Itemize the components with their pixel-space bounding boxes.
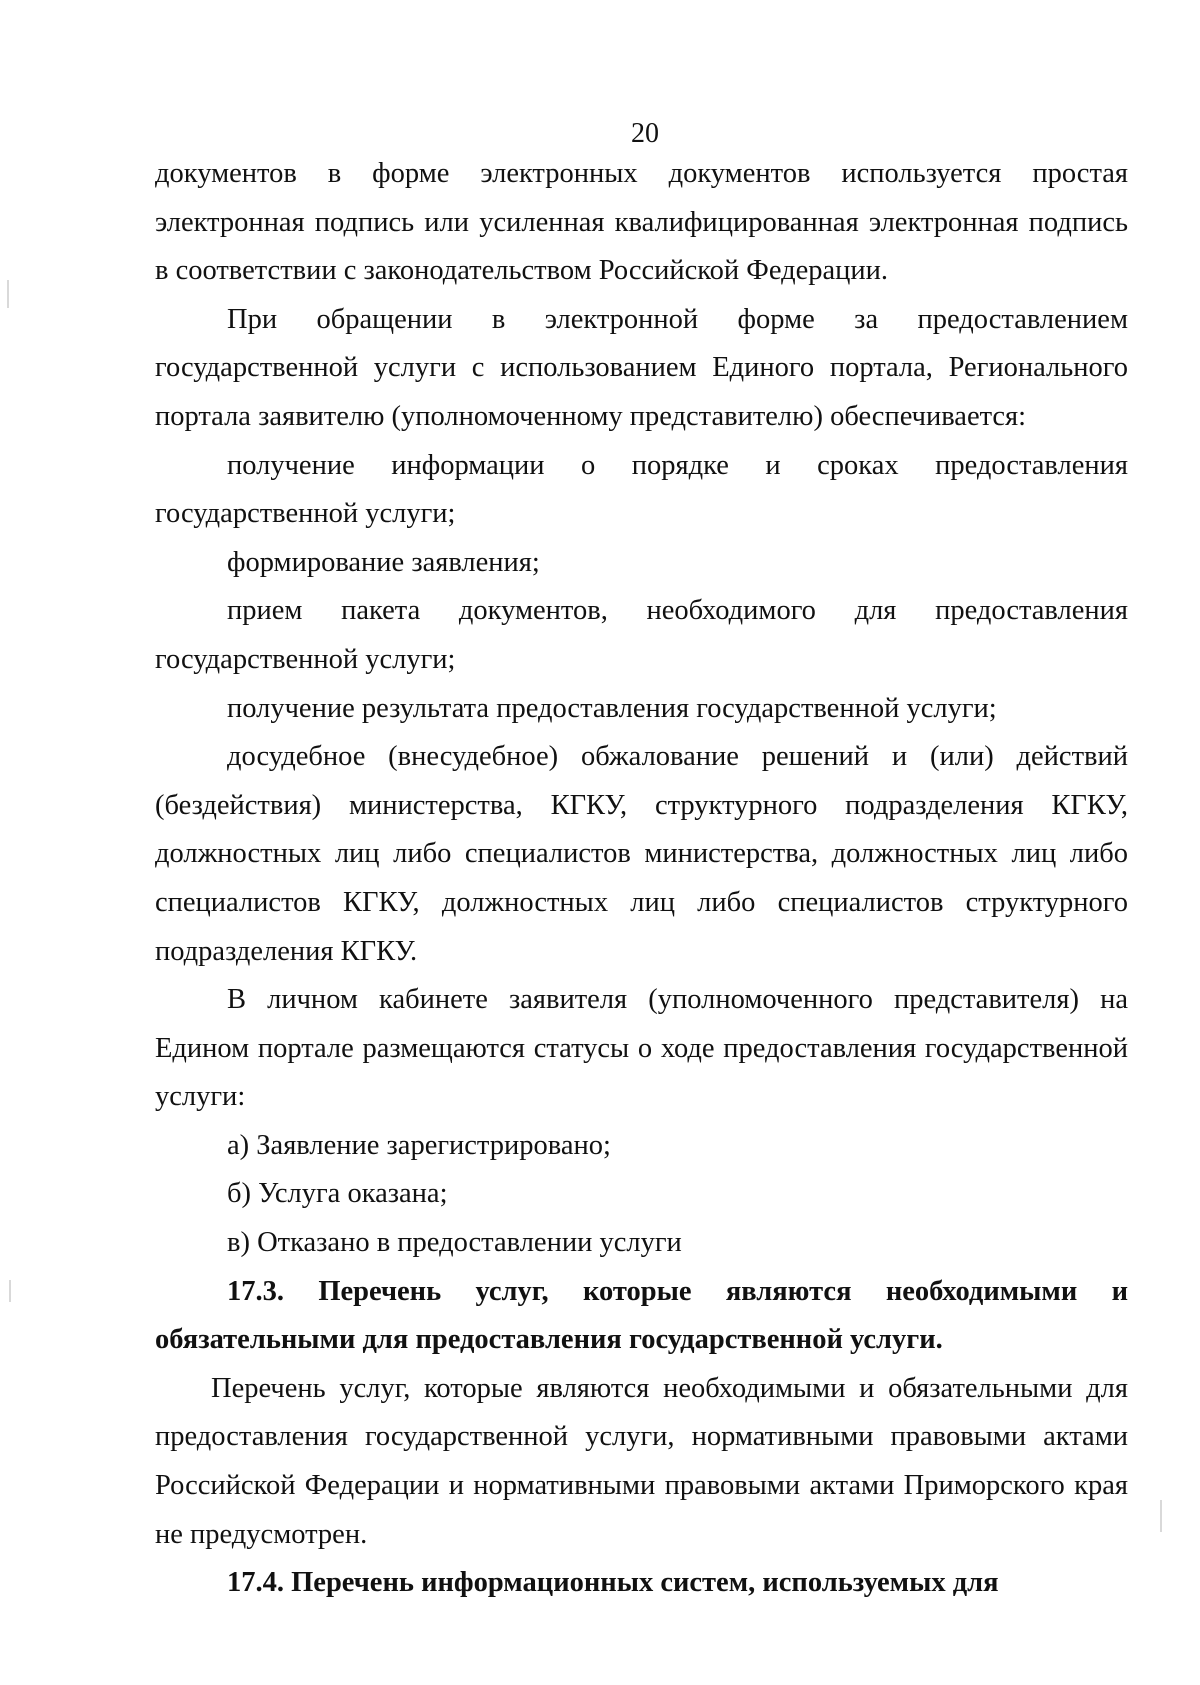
document-body [155, 150, 1128, 1608]
section-heading-17-3: 17.3. Перечень услуг, которые являются необходимыми и обязательными для предоставления государственной услуги. [155, 1275, 1128, 1356]
page-number: 20 [631, 118, 659, 149]
scan-edge-mark [9, 1280, 11, 1302]
list-item-status-b: б) Услуга оказана; [227, 1178, 448, 1210]
paragraph-document-intake: прием пакета документов, необходимого для предоставления государственной услуги; [155, 595, 1128, 675]
section-heading-17-4: 17.4. Перечень информационных систем, используемых для [227, 1567, 999, 1599]
scan-edge-mark [1160, 1500, 1162, 1532]
paragraph-result-receipt: получение результата предоставления государственной услуги; [227, 692, 997, 724]
paragraph-electronic-signature: документов в форме электронных документов используется простая электронная подпись или усиленная квалифицированная электронная подпись в соответствии с законодательством Российской Федерации. [155, 158, 1128, 287]
paragraph-info-receipt: получение информации о порядке и сроках предоставления государственной услуги; [155, 449, 1128, 530]
list-item-status-a: а) Заявление зарегистрировано; [227, 1129, 611, 1161]
paragraph-services-list: Перечень услуг, которые являются необходимыми и обязательными для предоставления государственной услуги, нормативными правовыми актами Российской Федерации и нормативными правовыми актами Приморского края не предусмотрен. [155, 1372, 1128, 1550]
list-item-status-c: в) Отказано в предоставлении услуги [227, 1227, 682, 1259]
paragraph-pretrial-appeal: досудебное (внесудебное) обжалование решений и (или) действий (бездействия) министерства, КГКУ, структурного подразделения КГКУ, должностных лиц либо специалистов министерства, должностных лиц либо специалистов КГКУ, должностных лиц либо специалистов структурного подразделения КГКУ. [155, 741, 1128, 967]
scan-edge-mark [7, 280, 9, 308]
paragraph-electronic-request: При обращении в электронной форме за предоставлением государственной услуги с использованием Единого портала, Регионального портала заявителю (уполномоченному представителю) обеспечивается: [155, 303, 1128, 432]
paragraph-personal-cabinet: В личном кабинете заявителя (уполномоченного представителя) на Едином портале размещаются статусы о ходе предоставления государственной услуги: [155, 984, 1128, 1113]
paragraph-application-forming: формирование заявления; [227, 546, 540, 578]
